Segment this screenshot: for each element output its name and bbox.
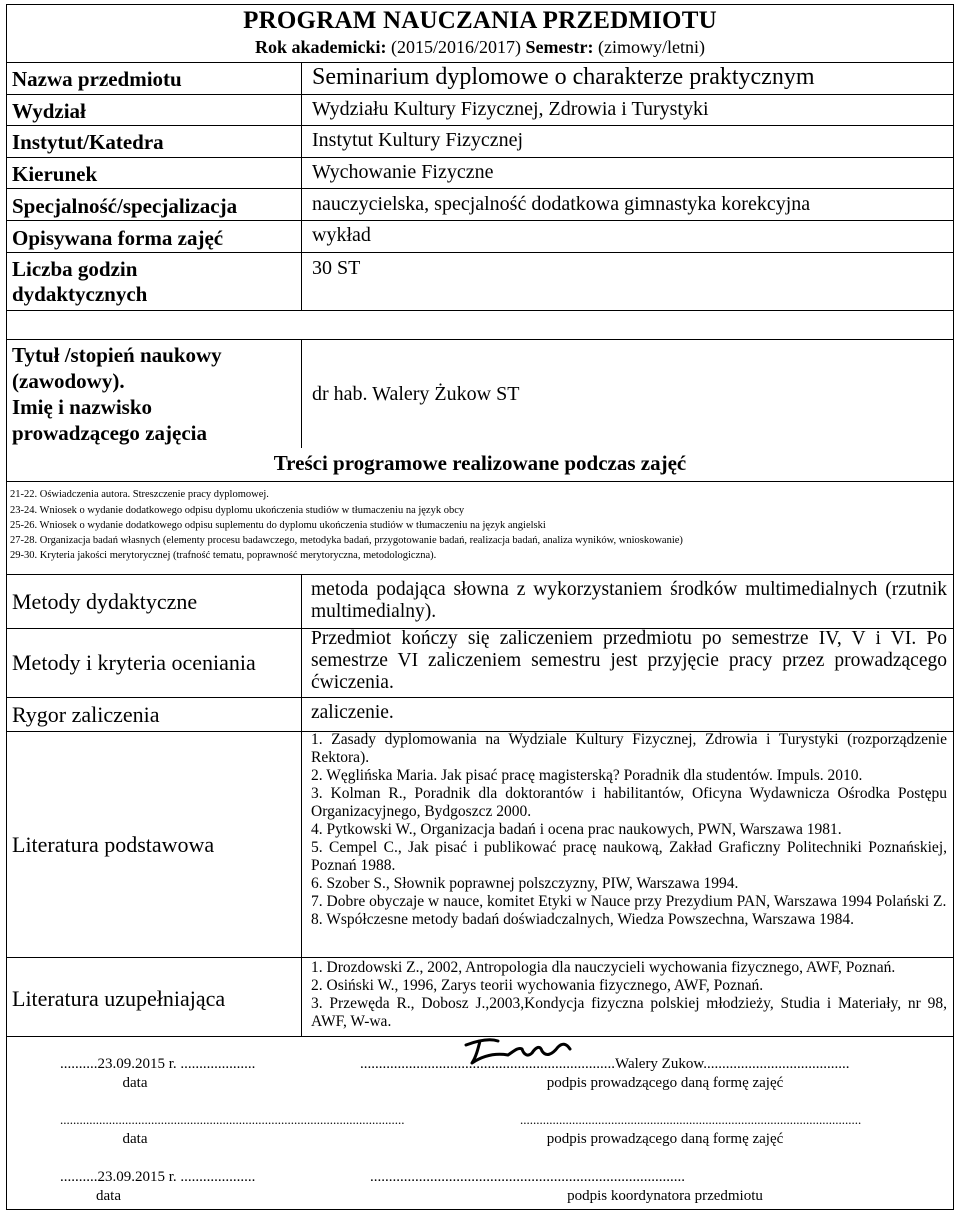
field-of-study-value: Wychowanie Fizyczne (312, 161, 494, 183)
hours-value: 30 ST (312, 257, 361, 279)
faculty-label: Wydział (12, 99, 86, 123)
methods-value: metoda podająca słowna z wykorzystaniem środków multimedialnych (rzutnik multimedialny). (311, 579, 947, 622)
column-divider (301, 339, 302, 448)
column-divider (301, 62, 302, 310)
divider (6, 220, 954, 221)
date-label-2: data (122, 1131, 148, 1147)
divider (6, 697, 954, 698)
semester-value: (zimowy/letni) (598, 37, 705, 57)
literature-extra-label: Literatura uzupełniająca (12, 986, 226, 1011)
rigor-value: zaliczenie. (311, 702, 394, 723)
class-form-label: Opisywana forma zajęć (12, 226, 224, 250)
signature-label-2: podpis prowadzącego daną formę zajęć (546, 1131, 784, 1147)
hours-label-line2: dydaktycznych (12, 282, 148, 306)
date-label-3: data (96, 1188, 121, 1204)
content-item: 27-28. Organizacja badań własnych (elementy procesu badawczego, metodyka badań, przygotowanie badań, realizacja badań, analiza wyników, wnioskowanie) (10, 535, 683, 546)
list-item: 6. Szober S., Słownik poprawnej polszczyzny, PIW, Warszawa 1994. (311, 875, 739, 892)
content-item: 21-22. Oświadczenia autora. Streszczenie pracy dyplomowej. (10, 489, 269, 500)
list-item: 4. Pytkowski W., Organizacja badań i ocena prac naukowych, PWN, Warszawa 1981. (311, 821, 842, 838)
list-item: 5. Cempel C., Jak pisać i publikować pracę naukową, Zakład Graficzny Politechniki Poznańskiej, Poznań 1988. (311, 839, 947, 874)
signature-date-2: .......................................................................................................... (60, 1112, 405, 1127)
year-label: Rok akademicki: (255, 37, 387, 57)
institute-value: Instytut Kultury Fizycznej (312, 129, 524, 151)
subject-name-value: Seminarium dyplomowe o charakterze praktycznym (312, 64, 815, 90)
lecturer-label-line1: Tytuł /stopień naukowy (12, 343, 222, 367)
field-of-study-label: Kierunek (12, 162, 98, 186)
faculty-value: Wydziału Kultury Fizycznej, Zdrowia i Turystyki (312, 98, 709, 120)
list-item: 3. Kolman R., Poradnik dla doktorantów i habilitantów, Oficyna Wydawnicza Ośrodka Postępu Organizacyjnego, Bydgoszcz 2000. (311, 785, 947, 820)
divider (6, 339, 954, 340)
signature-line-2: ......................................................................................................... (520, 1112, 862, 1127)
list-item: 2. Osiński W., 1996, Zarys teorii wychowania fizycznego, AWF, Poznań. (311, 977, 764, 994)
signature-label-1: podpis prowadzącego daną formę zajęć (546, 1075, 784, 1091)
divider (6, 310, 954, 311)
list-item: 1. Drozdowski Z., 2002, Antropologia dla nauczycieli wychowania fizycznego, AWF, Poznań. (311, 959, 896, 976)
rigor-label: Rygor zaliczenia (12, 702, 160, 727)
list-item: 7. Dobre obyczaje w nauce, komitet Etyki w Nauce przy Prezydium PAN, Warszawa 1994 Polański Z. (311, 893, 947, 910)
specialization-label: Specjalność/specjalizacja (12, 194, 238, 218)
institute-label: Instytut/Katedra (12, 130, 164, 154)
content-heading: Treści programowe realizowane podczas zajęć (273, 451, 687, 475)
divider (6, 94, 954, 95)
lecturer-value: dr hab. Walery Żukow ST (312, 383, 520, 405)
list-item: 1. Zasady dyplomowania na Wydziale Kultury Fizycznej, Zdrowia i Turystyki (rozporządzenie Rektora). (311, 731, 947, 766)
content-item: 23-24. Wniosek o wydanie dodatkowego odpisu dyplomu ukończenia studiów w tłumaczeniu na język obcy (10, 505, 465, 516)
content-item: 29-30. Kryteria jakości merytorycznej (trafność tematu, poprawność merytoryczna, metodologiczna). (10, 550, 437, 561)
literature-extra-list (311, 959, 947, 1031)
lecturer-label-line2: (zawodowy). (12, 369, 125, 393)
signature-date-3: ..........23.09.2015 r. .................... (60, 1169, 256, 1185)
literature-basic-list (311, 731, 947, 929)
content-item: 25-26. Wniosek o wydanie dodatkowego odpisu suplementu do dyplomu ukończenia studiów w tłumaczeniu na język angielski (10, 520, 546, 531)
class-form-value: wykład (312, 224, 371, 246)
specialization-value: nauczycielska, specjalność dodatkowa gimnastyka korekcyjna (312, 193, 811, 215)
list-item: 8. Współczesne metody badań doświadczalnych, Wiedza Powszechna, Warszawa 1984. (311, 911, 855, 928)
divider (6, 62, 954, 63)
lecturer-label-line3: Imię i nazwisko (12, 395, 153, 419)
methods-label: Metody dydaktyczne (12, 589, 198, 614)
assessment-label: Metody i kryteria oceniania (12, 650, 256, 675)
date-label-1: data (122, 1075, 148, 1091)
signature-line-1: ....................................................................Walery Zukow....................................... (360, 1056, 850, 1072)
column-divider (301, 574, 302, 1036)
academic-year-line (0, 37, 960, 58)
signature-date-1: ..........23.09.2015 r. .................... (60, 1056, 256, 1072)
assessment-value: Przedmiot kończy się zaliczeniem przedmiotu po semestrze IV, V i VI. Po semestrze VI zaliczeniem semestru jest przyjęcie pracy przez prowadzącego ćwiczenia. (311, 628, 947, 693)
list-item: 2. Węglińska Maria. Jak pisać pracę magisterską? Poradnik dla studentów. Impuls. 2010. (311, 767, 863, 784)
signature-line-3: .................................................................................... (370, 1169, 685, 1185)
semester-label: Semestr: (525, 37, 594, 57)
lecturer-label-line4: prowadzącego zajęcia (12, 421, 207, 445)
hours-label-line1: Liczba godzin (12, 257, 138, 281)
page-title: PROGRAM NAUCZANIA PRZEDMIOTU (243, 7, 717, 34)
divider (6, 125, 954, 126)
subject-name-label: Nazwa przedmiotu (12, 67, 182, 91)
divider (6, 252, 954, 253)
signature-label-3: podpis koordynatora przedmiotu (567, 1188, 763, 1204)
divider (6, 574, 954, 575)
divider (6, 188, 954, 189)
list-item: 3. Przewęda R., Dobosz J.,2003,Kondycja fizyczna polskiej młodzieży, Studia i Materiały, nr 98, AWF, W-wa. (311, 995, 947, 1030)
year-value: (2015/2016/2017) (391, 37, 522, 57)
literature-basic-label: Literatura podstawowa (12, 832, 215, 857)
divider (6, 481, 954, 482)
divider (6, 157, 954, 158)
divider (6, 957, 954, 958)
